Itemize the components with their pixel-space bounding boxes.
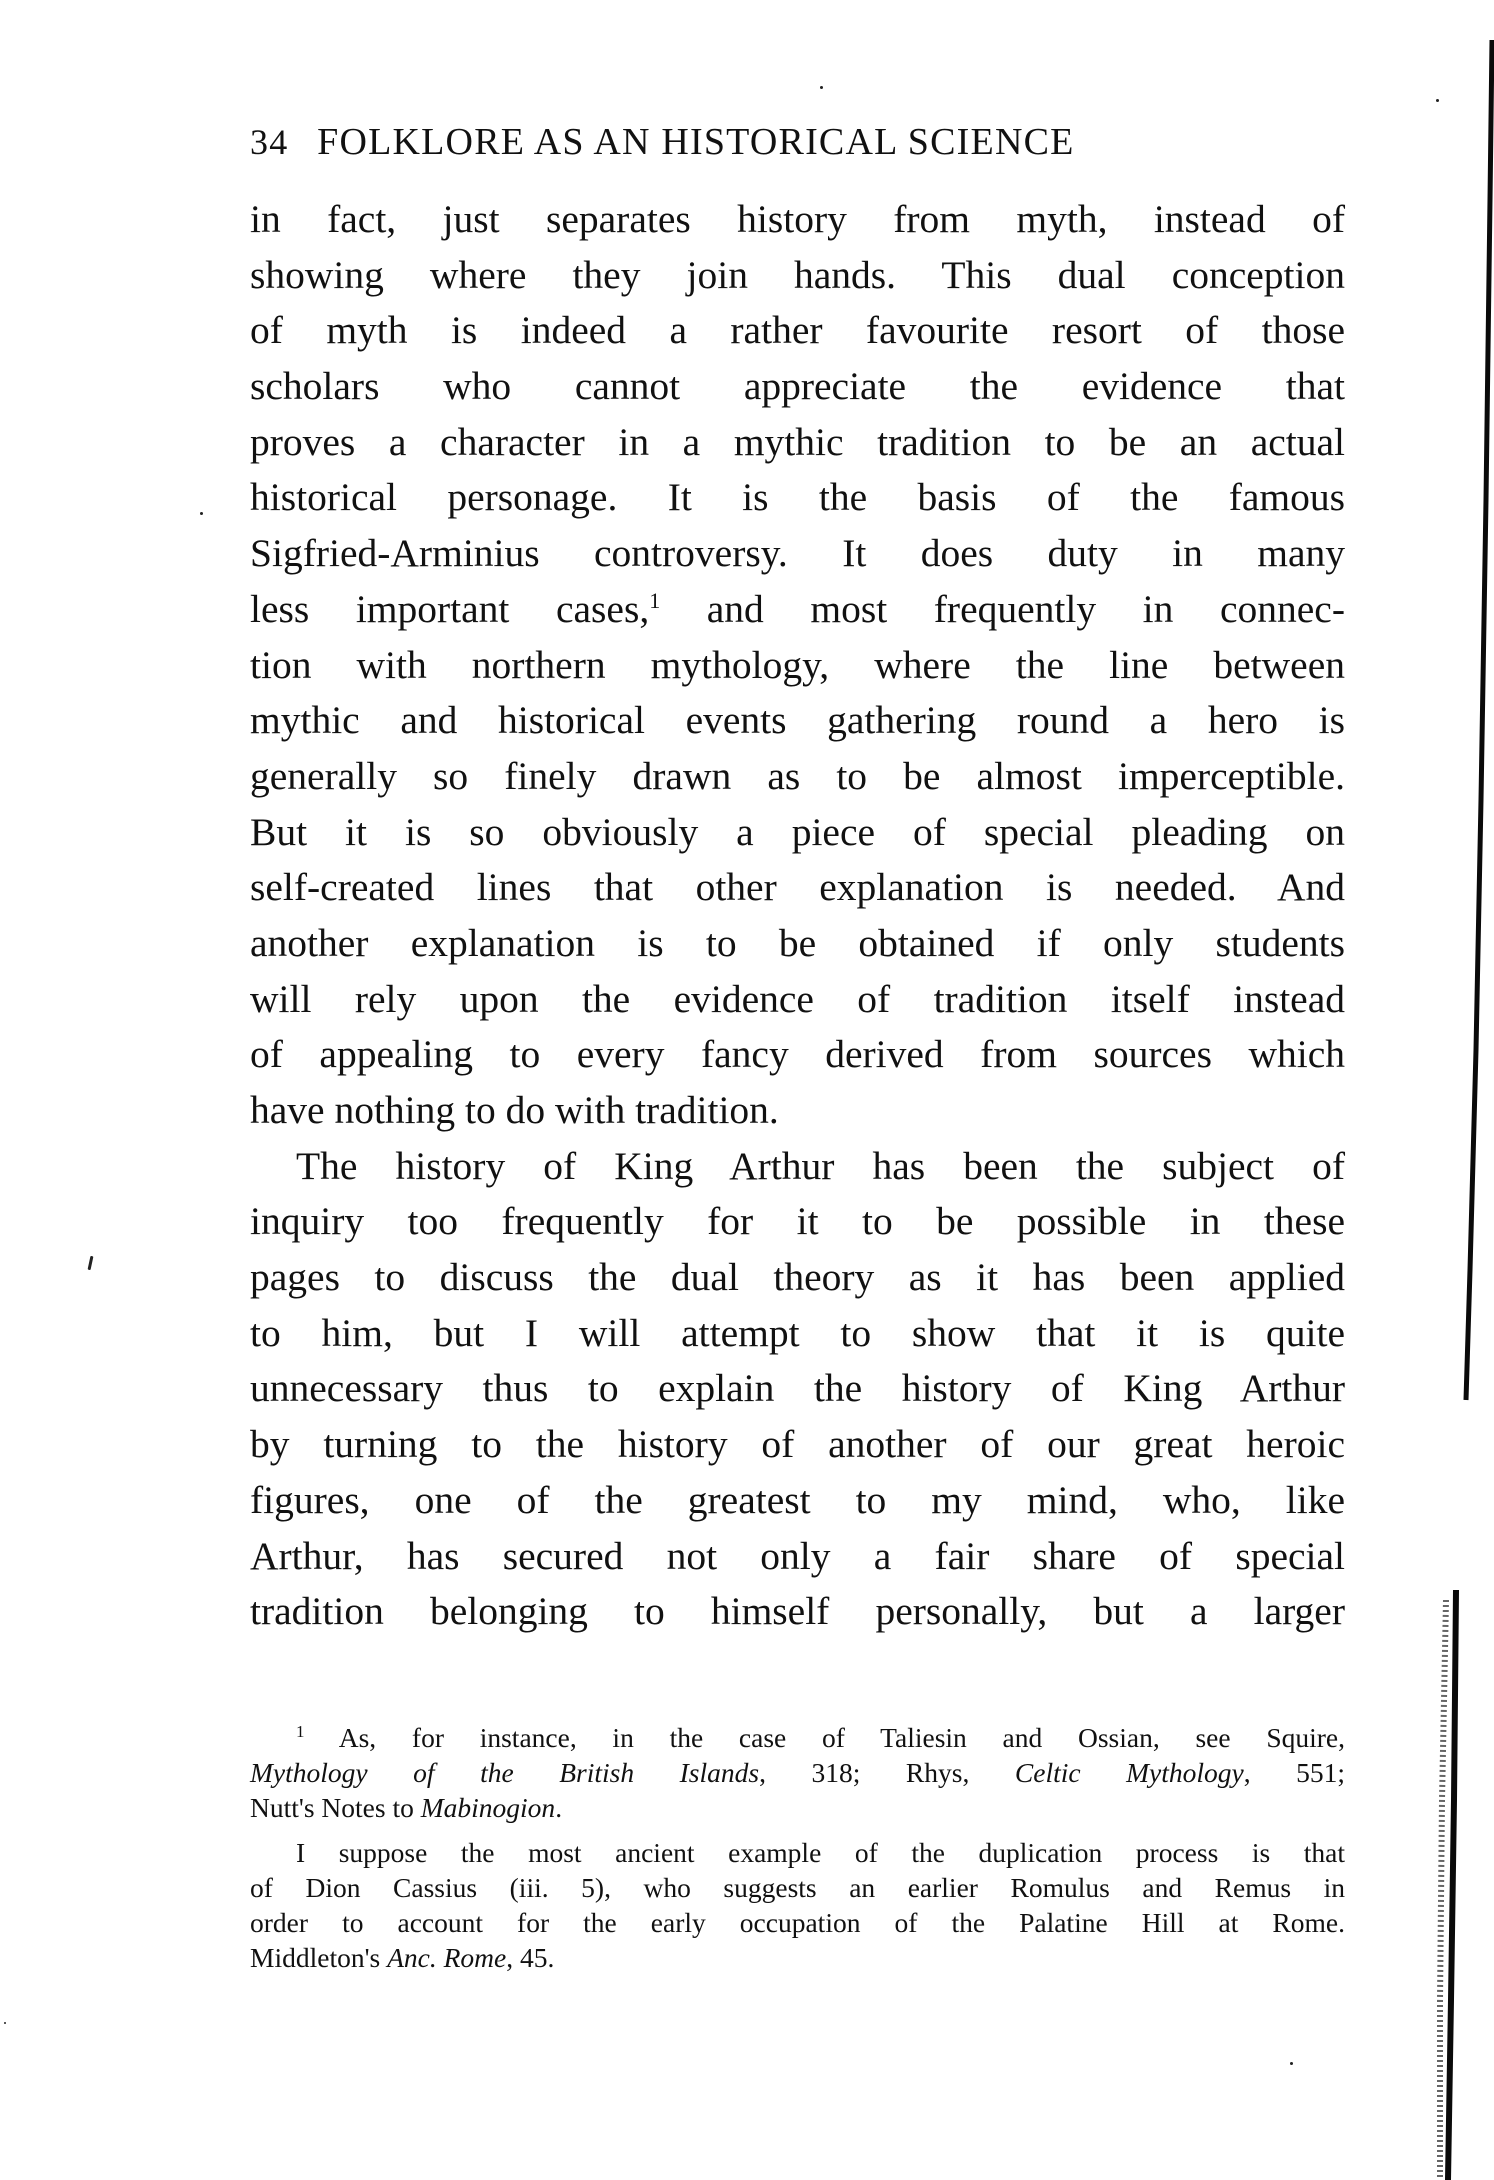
footnote-2 xyxy=(250,1835,1345,1975)
text-line: scholars who cannot appreciate the evidence that xyxy=(250,364,1345,409)
body-text xyxy=(250,192,1345,1640)
text-line: by turning to the history of another of our great heroic xyxy=(250,1422,1345,1467)
scan-speck xyxy=(200,512,203,515)
text-line: tion with northern mythology, where the line between xyxy=(250,642,1345,687)
footnote-reference[interactable]: 1 xyxy=(649,587,661,613)
text-line: Arthur, has secured not only a fair share of special xyxy=(250,1533,1345,1578)
footnote-line xyxy=(250,1720,1345,1755)
book-title: Mabinogion xyxy=(420,1792,556,1823)
footnote-1 xyxy=(250,1720,1345,1825)
scan-speck xyxy=(1290,2062,1293,2065)
footnote-line: I suppose the most ancient example of the duplication process is that xyxy=(296,1837,1345,1868)
text-fragment: , 318; Rhys, xyxy=(759,1757,1015,1788)
footnote-marker: 1 xyxy=(296,1722,305,1741)
text-fragment: less important cases, xyxy=(250,586,650,631)
text-line: But it is so obviously a piece of special pleading on xyxy=(250,809,1345,854)
text-fragment: As, for instance, in the case of Taliesin and Ossian, see Squire, xyxy=(304,1722,1345,1753)
footnote-spacer xyxy=(250,1825,1345,1835)
text-line-paragraph-start: The history of King Arthur has been the subject of xyxy=(296,1143,1345,1188)
page-edge-line-upper xyxy=(1466,40,1492,1400)
text-fragment: , 45. xyxy=(506,1942,555,1973)
page-number: 34 xyxy=(250,122,289,162)
running-header xyxy=(250,120,1345,180)
page-edge-noise xyxy=(1440,1600,1446,2180)
text-line: mythic and historical events gathering round a hero is xyxy=(250,698,1345,743)
footnote-line xyxy=(250,1790,1345,1825)
text-line: have nothing to do with tradition. xyxy=(250,1088,779,1132)
scan-speck xyxy=(820,86,823,89)
scan-speck xyxy=(88,1256,94,1270)
text-line: in fact, just separates history from myth, instead of xyxy=(250,197,1345,241)
text-fragment: Middleton's xyxy=(250,1942,388,1973)
text-line: another explanation is to be obtained if only students xyxy=(250,920,1345,965)
text-line: will rely upon the evidence of tradition itself instead xyxy=(250,976,1345,1021)
scan-speck xyxy=(4,2022,6,2024)
scan-speck xyxy=(1436,99,1439,102)
book-title: Mythology of the British Islands xyxy=(250,1757,760,1788)
footnote-line: of Dion Cassius (iii. 5), who suggests an earlier Romulus and Remus in xyxy=(250,1872,1345,1903)
footnote-line xyxy=(250,1940,1345,1975)
text-line: Sigfried-Arminius controversy. It does duty in many xyxy=(250,531,1345,576)
text-line: historical personage. It is the basis of the famous xyxy=(250,475,1345,520)
text-fragment: . xyxy=(555,1792,563,1823)
text-line-with-footnote xyxy=(250,582,1345,638)
text-line: inquiry too frequently for it to be possible in these xyxy=(250,1199,1345,1244)
book-title: Celtic Mythology xyxy=(1014,1757,1244,1788)
text-fragment: and most frequently in connec- xyxy=(660,586,1345,631)
text-line: tradition belonging to himself personally, but a larger xyxy=(250,1589,1345,1634)
footnotes xyxy=(250,1720,1345,1975)
text-line: of myth is indeed a rather favourite resort of those xyxy=(250,308,1345,353)
text-line: proves a character in a mythic tradition to be an actual xyxy=(250,419,1345,464)
book-title: Anc. Rome xyxy=(387,1942,507,1973)
text-line: generally so finely drawn as to be almost imperceptible. xyxy=(250,753,1345,798)
text-line: pages to discuss the dual theory as it has been applied xyxy=(250,1255,1345,1300)
text-line: to him, but I will attempt to show that it is quite xyxy=(250,1310,1345,1355)
footnote-line: order to account for the early occupation of the Palatine Hill at Rome. xyxy=(250,1907,1345,1938)
text-line: figures, one of the greatest to my mind, who, like xyxy=(250,1477,1345,1522)
text-line: of appealing to every fancy derived from sources which xyxy=(250,1032,1345,1077)
page-edge-line-lower xyxy=(1448,1590,1456,2180)
text-fragment: Nutt's Notes to xyxy=(250,1792,421,1823)
running-title: FOLKLORE AS AN HISTORICAL SCIENCE xyxy=(317,121,1075,163)
text-line: showing where they join hands. This dual conception xyxy=(250,252,1345,297)
text-line: self-created lines that other explanation is needed. And xyxy=(250,865,1345,910)
footnote-line xyxy=(250,1755,1345,1790)
text-line: unnecessary thus to explain the history of King Arthur xyxy=(250,1366,1345,1411)
text-fragment: , 551; xyxy=(1243,1757,1346,1788)
